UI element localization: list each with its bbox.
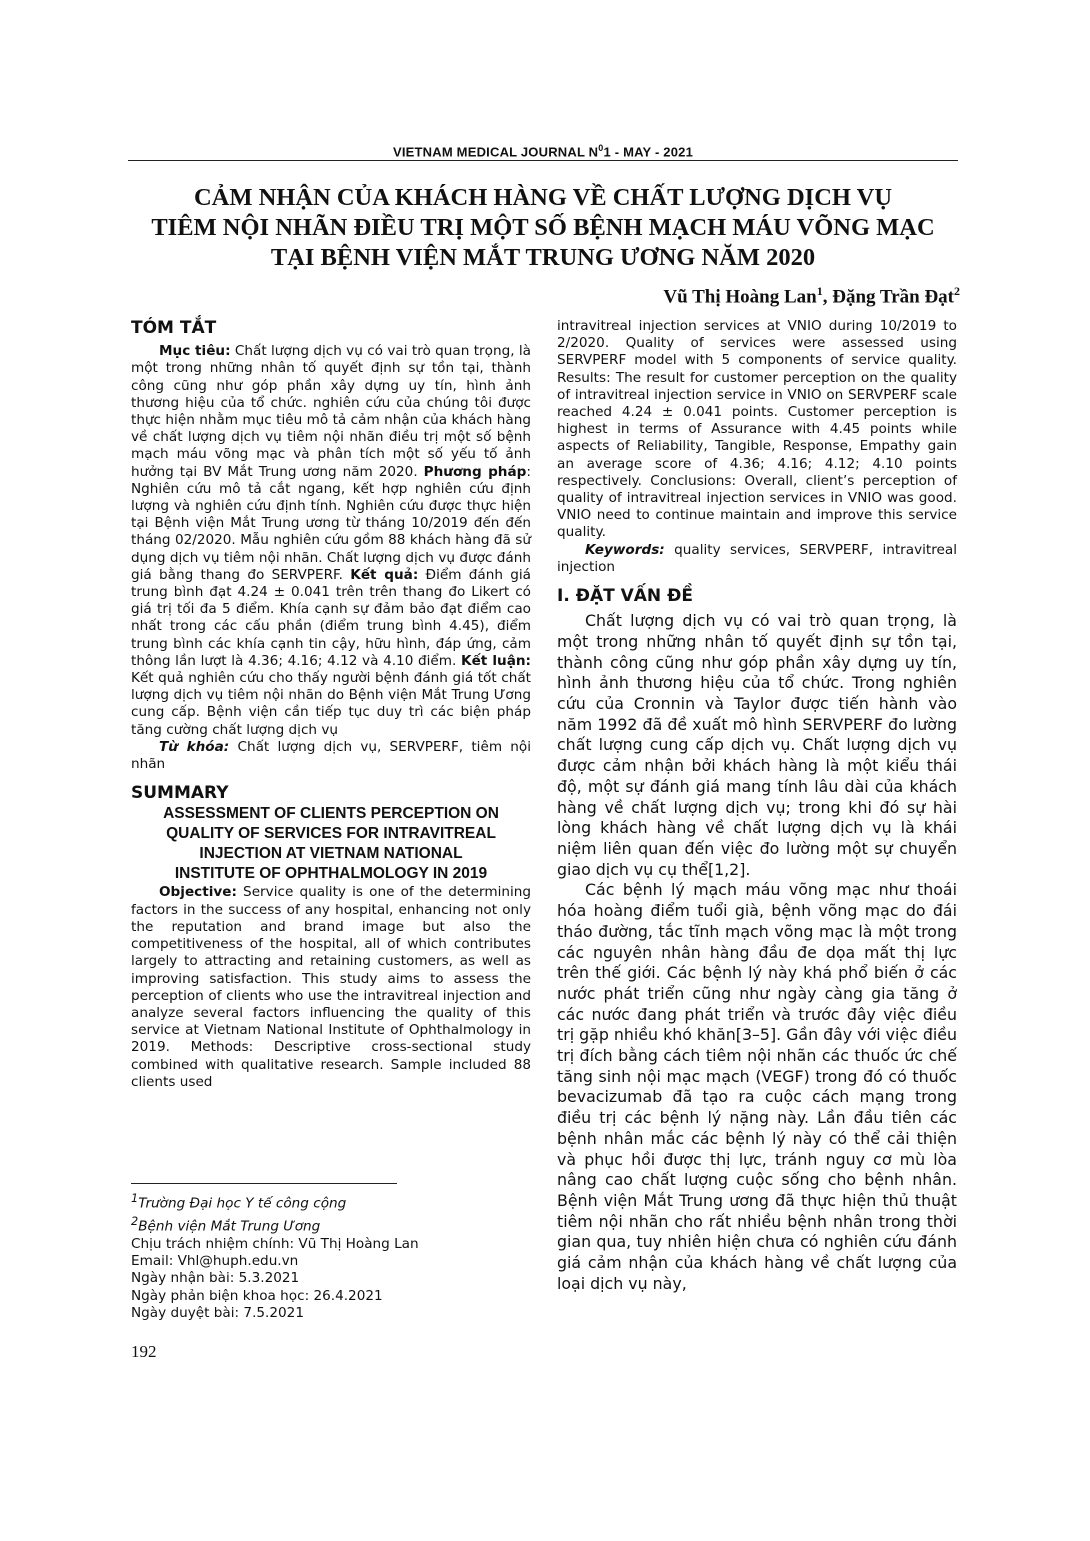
summary-title-line-3: INJECTION AT VIETNAM NATIONAL (199, 845, 463, 863)
method-label: Phương pháp (423, 463, 527, 480)
keywords-vi (131, 739, 531, 773)
summary-title-line-4: INSTITUTE OF OPHTHALMOLOGY IN 2019 (174, 865, 488, 883)
author-1: Vũ Thị Hoàng Lan (663, 286, 817, 308)
author-list (663, 284, 960, 308)
affiliation-2-text: Bệnh viện Mắt Trung Ương (138, 1218, 321, 1235)
affiliation-1 (131, 1190, 531, 1213)
abstract-vi-text (131, 343, 531, 739)
objective-label: Mục tiêu: (159, 343, 231, 360)
summary-heading: SUMMARY (131, 783, 229, 804)
summary-text-right: intravitreal injection services at VNIO during 10/2019 to 2/2020. Quality of services were assessed using SERVPERF model with 5 components of service quality. Results: The result for customer perception on the quality of intravitreal injection service in VNIO on SERVPERF scale reached 4.24 ± 0.041 points. Customer perception is highest in terms of Assurance with 4.45 points while aspects of Reliability, Tangible, Response, Empathy gain an average score of 4.36; 4.16; 4.12; 4.10 points respectively. Conclusions: Overall, client’s perception of quality of intravitreal injection services in VNIO was good. VNIO need to continue maintain and improve this service quality. (557, 318, 957, 541)
keywords-en-text: quality services, SERVPERF, intravitreal injection (557, 541, 957, 575)
affiliation-2-marker: 2 (131, 1213, 139, 1228)
date-received: Ngày nhận bài: 5.3.2021 (131, 1270, 300, 1287)
conclusion-label: Kết luận: (461, 652, 531, 669)
summary-title-line-2: QUALITY OF SERVICES FOR INTRAVITREAL (166, 825, 496, 843)
objective-text: Chất lượng dịch vụ có vai trò quan trọng, là một trong những nhân tố quyết định sự tồn tại, thành công cũng như góp phần xây dựng uy tín, hình ảnh thương hiệu của tổ chức. nghiên cứu của chúng tôi được thực hiện nhằm mục tiêu mô tả cảm nhận của khách hàng về chất lượng dịch vụ tiêm nội nhãn điều trị một số bệnh mạch máu võng mạc và phân tích một số yếu tố ảnh hưởng tại BV Mắt Trung ương năm 2020. (131, 343, 531, 480)
footnotes (131, 1190, 531, 1322)
intro-body (557, 611, 957, 1294)
intro-heading: I. ĐẶT VẤN ĐỀ (557, 586, 693, 607)
author-1-affiliation: 1 (816, 284, 823, 298)
page-number: 192 (131, 1342, 157, 1361)
title-line-3: TẠI BỆNH VIỆN MẮT TRUNG ƯƠNG NĂM 2020 (270, 244, 816, 271)
conclusion-text: Kết quả nghiên cứu cho thấy người bệnh đánh giá tốt chất lượng dịch vụ tiêm nội nhãn do Bệnh viện Mắt Trung Ương cung cấp. Bệnh viện cần tiếp tục duy trì các biện pháp tăng cường chất lượng dịch vụ (131, 670, 531, 738)
title-line-2: TIÊM NỘI NHÃN ĐIỀU TRỊ MỘT SỐ BỆNH MẠCH MÁU VÕNG MẠC (151, 214, 935, 241)
keywords-vi-label: Từ khóa: (159, 738, 230, 755)
summary-title-line-1: ASSESSMENT OF CLIENTS PERCEPTION ON (163, 805, 499, 823)
journal-name: VIETNAM MEDICAL JOURNAL N (392, 144, 599, 160)
author-2-affiliation: 2 (954, 284, 960, 298)
summary-title (131, 804, 531, 884)
intro-paragraph-1: Chất lượng dịch vụ có vai trò quan trọng, là một trong những nhân tố quyết định sự tồn tại, thành công cũng như góp phần xây dựng uy tín, hình ảnh thương hiệu của tổ chức. Trong nghiên cứu của Cronnin và Taylor được tiến hành vào năm 1992 đã đề xuất mô hình SERVPERF đo lường chất lượng cung cấp dịch vụ. Chất lượng dịch vụ được cảm nhận bởi khách hàng là một kiểu thái độ, một sự đánh giá mang tính lâu dài của khách hàng về chất lượng dịch vụ; trong khi đó sự hài lòng khách hàng về chất lượng dịch vụ là khái niệm liên quan đến việc đo lường một sự chuyển giao dịch vụ cụ thể[1,2]. (557, 611, 957, 879)
footnote-rule (131, 1183, 397, 1184)
keywords-en (557, 542, 957, 576)
result-label: Kết quả: (350, 566, 419, 583)
author-2: Đặng Trần Đạt (832, 286, 954, 308)
result-text: Điểm đánh giá trung bình đạt 4.24 ± 0.041 trên trên thang đo Likert có giá trị tối đa 5 điểm. Khía cạnh sự đảm bảo đạt điểm cao nhất trong các cấu phần (điểm trung bình 4.45), điểm trung bình các khía cạnh tin cậy, hữu hình, đáp ứng, cảm thông lần lượt là 4.36; 4.16; 4.12 và 4.10 điểm. (131, 566, 531, 669)
title-line-1: CẢM NHẬN CỦA KHÁCH HÀNG VỀ CHẤT LƯỢNG DỊCH VỤ (193, 184, 893, 211)
summary-objective-text: Service quality is one of the determining factors in the success of any hospital, enhancing not only the reputation and brand image but also the competitiveness of the hospital, all of which contributes largely to attracting and retaining customers, as well as improving satisfaction. This study aims to assess the perception of clients who use the intravitreal injection and analyze several factors influencing the quality of this service at Vietnam National Institute of Ophthalmology in 2019. Methods: Descriptive cross-sectional study combined with qualitative research. Sample included 88 clients used (131, 884, 531, 1090)
abstract-vi-heading: TÓM TẮT (131, 318, 217, 338)
keywords-en-label: Keywords: (585, 541, 665, 558)
paper-title (128, 183, 958, 273)
right-column (557, 318, 957, 1294)
keywords-vi-text: Chất lượng dịch vụ, SERVPERF, tiêm nội nhãn (131, 738, 531, 773)
affiliation-2 (131, 1213, 531, 1236)
affiliation-1-text: Trường Đại học Y tế công cộng (138, 1195, 347, 1212)
method-text: : Nghiên cứu mô tả cắt ngang, kết hợp nghiên cứu định lượng và nghiên cứu định tính. Nghiên cứu được thực hiện tại Bệnh viện Mắt Trung ương từ tháng 10/2019 đến đến tháng 02/2020. Mẫu nghiên cứu gồm 88 khách hàng đã sử dụng dịch vụ tiêm nội nhãn. Chất lượng dịch vụ được đánh giá bằng thang đo SERVPERF. (131, 463, 531, 583)
date-accepted: Ngày duyệt bài: 7.5.2021 (131, 1304, 304, 1321)
journal-header (128, 143, 958, 159)
date-reviewed: Ngày phản biện khoa học: 26.4.2021 (131, 1287, 383, 1304)
summary-objective-label: Objective: (159, 884, 237, 901)
email: Email: Vhl@huph.edu.vn (131, 1252, 299, 1269)
intro-paragraph-2: Các bệnh lý mạch máu võng mạc như thoái hóa hoàng điểm tuổi già, bệnh võng mạc do đái tháo đường, tắc tĩnh mạch võng mạc là một trong các nguyên nhân hàng đầu đe dọa mất thị lực trên thế giới. Các bệnh lý này khá phổ biến ở các nước phát triển cũng như ngày càng gia tăng ở các nước đang phát triển và trước đây việc điều trị gặp nhiều khó khăn[3–5]. Gần đây với việc điều trị đích bằng cách tiêm nội nhãn các thuốc ức chế tăng sinh nội mạc mạch (VEGF) trong đó có thuốc bevacizumab đã tạo ra cuộc cách mạng trong điều trị các bệnh lý nặng này. Lần đầu tiên các bệnh nhân mắc các bệnh lý này có thể cải thiện và phục hồi được thị lực, tránh nguy cơ mù lòa nâng cao chất lượng cuộc sống cho bệnh nhân. Bệnh viện Mắt Trung ương đã thực hiện thủ thuật tiêm nội nhãn cho rất nhiều bệnh nhân trong thời gian qua, tuy nhiên hiện chưa có nghiên cứu đánh giá cảm nhận của khách hàng về chất lượng của loại dịch vụ này, (557, 880, 957, 1293)
left-column (131, 320, 531, 1091)
corresponding-author: Chịu trách nhiệm chính: Vũ Thị Hoàng Lan (131, 1235, 419, 1252)
summary-text-left (131, 884, 531, 1090)
journal-issue: 1 - MAY - 2021 (603, 144, 694, 160)
journal-issue-sup: 0 (598, 143, 604, 153)
author-separator: , (822, 286, 833, 308)
affiliation-1-marker: 1 (131, 1191, 139, 1205)
header-rule (128, 160, 958, 161)
